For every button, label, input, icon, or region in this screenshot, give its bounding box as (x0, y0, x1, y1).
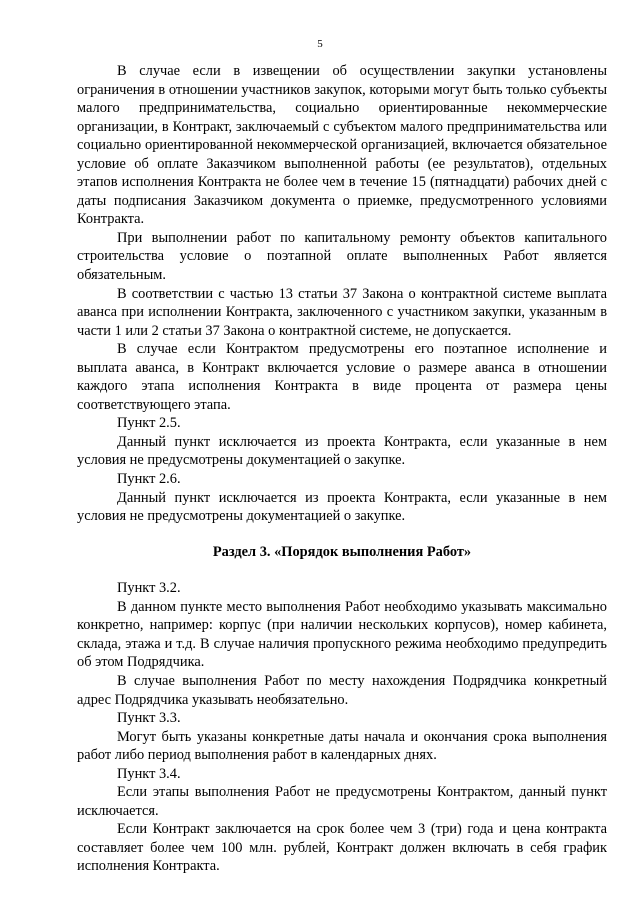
clause-label-3-3: Пункт 3.3. (117, 710, 181, 727)
paragraph-advance-prohibited: В соответствии с частью 13 статьи 37 Закона о контрактной системе выплата аванса при исполнении Контракта, заключенного с участником закупки, указанным в части 1 или 2 статьи 37 Закона о контрактной системе, не допускается. (77, 285, 607, 339)
page-number: 5 (317, 38, 323, 50)
section-heading: Раздел 3. «Порядок выполнения Работ» (212, 543, 472, 560)
paragraph-work-location: В данном пункте место выполнения Работ необходимо указывать максимально конкретно, например: корпус (при наличии нескольких корпусов), номер кабинета, склада, этажа и т.д. В случае наличия пропускного режима необходимо предупредить об этом Подрядчика. (77, 598, 607, 671)
paragraph-capital-repair: При выполнении работ по капитальному ремонту объектов капитального строительства условие о поэтапной оплате выполненных Работ является обязательным. (77, 229, 607, 284)
paragraph-small-business-payment: В случае если в извещении об осуществлении закупки установлены ограничения в отношении участников закупок, которыми могут быть только субъекты малого предпринимательства, социально ориентированные некоммерческие организации, в Контракт, заключаемый с субъектом малого предпринимательства или социально ориентированной некоммерческой организацией, включается обязательное условие об оплате Заказчиком выполненной работы (ее результатов), отдельных этапов исполнения Контракта не более чем в течение 15 (пятнадцати) рабочих дней с даты подписания Заказчиком документа о приемке, предусмотренного условиями Контракта. (77, 63, 607, 228)
document-body (77, 62, 607, 876)
paragraph-stages-excluded: Если этапы выполнения Работ не предусмотрены Контрактом, данный пункт исключается. (77, 784, 607, 819)
paragraph-clause-2-5: Данный пункт исключается из проекта Контракта, если указанные в нем условия не предусмотрены документацией о закупке. (77, 433, 607, 469)
clause-label-3-4: Пункт 3.4. (117, 765, 181, 782)
paragraph-contractor-address: В случае выполнения Работ по месту нахождения Подрядчика конкретный адрес Подрядчика указывать необязательно. (77, 672, 607, 708)
paragraph-advance-stages: В случае если Контрактом предусмотрены его поэтапное исполнение и выплата аванса, в Контракт включается условие о размере аванса в отношении каждого этапа исполнения Контракта в виде процента от размера цены соответствующего этапа. (77, 341, 607, 413)
clause-label-3-2: Пункт 3.2. (117, 580, 181, 597)
paragraph-clause-2-6: Данный пункт исключается из проекта Контракта, если указанные в нем условия не предусмотрены документацией о закупке. (77, 489, 607, 525)
clause-label-2-6: Пункт 2.6. (117, 471, 181, 488)
clause-label-2-5: Пункт 2.5. (117, 415, 181, 432)
paragraph-work-dates: Могут быть указаны конкретные даты начала и окончания срока выполнения работ либо период выполнения работ в календарных днях. (77, 728, 607, 764)
paragraph-schedule-required: Если Контракт заключается на срок более чем 3 (три) года и цена контракта составляет более чем 100 млн. рублей, Контракт должен включать в себя график исполнения Контракта. (77, 821, 607, 875)
